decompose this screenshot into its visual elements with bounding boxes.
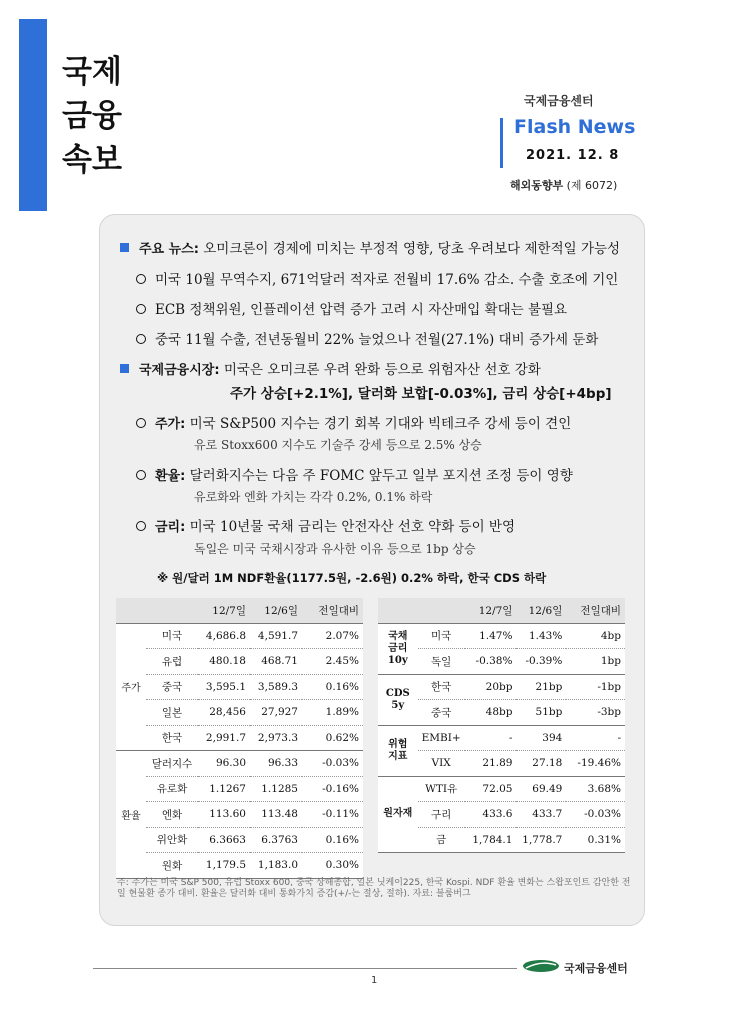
value-prev: 69.49	[516, 776, 566, 802]
col-header-today: 12/7일	[198, 598, 250, 623]
value-prev: 113.48	[250, 802, 302, 828]
main-news-line	[120, 237, 620, 257]
value-prev: 21bp	[516, 674, 566, 700]
table-row	[378, 674, 625, 700]
value-today: 1,784.1	[465, 827, 517, 853]
circle-bullet-icon	[136, 521, 146, 531]
market-table-right	[378, 598, 625, 853]
value-change: 3.68%	[566, 776, 625, 802]
rate-sub: 독일은 미국 국채시장과 유사한 이유 등으로 1bp 상승	[194, 542, 476, 556]
value-today: 28,456	[198, 700, 250, 726]
row-group-label: 주가	[121, 683, 141, 695]
header-blank	[116, 598, 146, 623]
row-name: 금	[418, 827, 465, 853]
market-text: 미국은 오미크론 우려 완화 등으로 위험자산 선호 강화	[223, 362, 541, 378]
value-change: -	[566, 725, 625, 751]
stock-text: 미국 S&P500 지수는 경기 회복 기대와 빅테크주 강세 등이 견인	[189, 416, 572, 432]
col-header-prev: 12/6일	[516, 598, 566, 623]
main-news-label: 주요 뉴스:	[139, 242, 199, 257]
value-change: 1.89%	[302, 700, 363, 726]
title-line-2: 금융	[62, 98, 122, 134]
page-number: 1	[371, 975, 378, 986]
value-change: 2.45%	[302, 649, 363, 675]
table-row	[116, 802, 363, 828]
org-name: 국제금융센터	[524, 94, 594, 108]
row-name: 독일	[418, 649, 465, 675]
row-group-label: 환율	[116, 751, 146, 879]
page-title	[62, 50, 122, 182]
table-row	[116, 649, 363, 675]
value-prev: 1,778.7	[516, 827, 566, 853]
col-header-change: 전일대비	[566, 598, 625, 623]
market-highlight: 주가 상승[+2.1%], 달러화 보합[-0.03%], 금리 상승[+4bp]	[230, 386, 612, 402]
kcif-logo-icon	[522, 959, 560, 973]
value-today: 48bp	[465, 700, 517, 726]
row-name: 일본	[146, 700, 198, 726]
footer-logo-text: 국제금융센터	[564, 962, 628, 975]
value-today: 21.89	[465, 751, 517, 777]
flash-news-title: Flash News	[514, 116, 636, 138]
value-change: -19.46%	[566, 751, 625, 777]
header-blank	[418, 598, 465, 623]
header-blank	[146, 598, 198, 623]
value-prev: 4,591.7	[257, 629, 298, 642]
circle-bullet-icon	[136, 334, 146, 344]
table-row	[116, 751, 363, 777]
row-name: 유럽	[146, 649, 198, 675]
value-today: 1,179.5	[198, 853, 250, 879]
title-line-3: 속보	[62, 142, 122, 178]
value-prev: 2,973.3	[250, 725, 302, 751]
market-table-left	[116, 598, 363, 879]
rate-text: 미국 10년물 국채 금리는 안전자산 선호 약화 등이 반영	[189, 519, 515, 535]
value-change: -0.16%	[302, 776, 363, 802]
table-row	[116, 827, 363, 853]
market-line	[120, 358, 541, 378]
ndf-note: ※ 원/달러 1M NDF환율(1177.5원, -2.6원) 0.2% 하락, 한국 CDS 하락	[157, 571, 547, 585]
issue-number: (제 6072)	[566, 179, 618, 192]
row-name: 유로화	[146, 776, 198, 802]
value-prev: 27.18	[516, 751, 566, 777]
issue-info	[510, 177, 617, 193]
table-row	[378, 776, 625, 802]
value-change: -1bp	[566, 674, 625, 700]
value-change: 0.31%	[566, 827, 625, 853]
footer-divider	[93, 968, 517, 969]
stock-item	[136, 412, 571, 432]
row-name: 위안화	[146, 827, 198, 853]
value-today: 20bp	[465, 674, 517, 700]
value-today: 1.1267	[198, 776, 250, 802]
fx-label: 환율:	[155, 469, 186, 484]
value-change: 0.30%	[302, 853, 363, 879]
circle-bullet-icon	[136, 470, 146, 480]
value-change: -3bp	[566, 700, 625, 726]
row-group-label: 국채 금리 10y	[387, 630, 408, 666]
rate-label: 금리:	[155, 520, 186, 535]
value-today: 1.47%	[479, 629, 513, 642]
table-row	[378, 623, 625, 649]
value-today: 4,686.8	[205, 629, 246, 642]
news-bullet-text: ECB 정책위원, 인플레이션 압력 증가 고려 시 자산매입 확대는 불필요	[155, 302, 568, 318]
fx-text: 달러화지수는 다음 주 FOMC 앞두고 일부 포지션 조정 등이 영향	[189, 468, 573, 484]
value-change: -0.03%	[566, 802, 625, 828]
row-name: 한국	[146, 725, 198, 751]
value-today: 96.30	[198, 751, 250, 777]
row-name: 미국	[161, 630, 183, 643]
footnote: 주: 주가는 미국 S&P 500, 유럽 Stoxx 600, 중국 상해종합, 일본 닛케이225, 한국 Kospi. NDF 환율 변화는 스왑포인트 감안한 전일 현물환 종가 대비. 환율은 달러화 대비 통화가치 증감(+/-는 절상, 절하). 자료: 블룸버그	[117, 878, 631, 899]
value-prev: 433.7	[516, 802, 566, 828]
row-name: 원화	[146, 853, 198, 879]
value-prev: 1.43%	[528, 629, 563, 642]
news-bullet-2	[136, 298, 567, 318]
value-today: 72.05	[465, 776, 517, 802]
row-name: 미국	[430, 630, 452, 643]
row-name: 중국	[418, 700, 465, 726]
col-header-today: 12/7일	[465, 598, 517, 623]
row-name: 한국	[418, 674, 465, 700]
row-group-label: 위험 지표	[378, 725, 418, 776]
row-name: 엔화	[146, 802, 198, 828]
table-row	[378, 725, 625, 751]
rate-item	[136, 515, 515, 535]
value-prev: 394	[516, 725, 566, 751]
value-prev: -0.39%	[516, 649, 566, 675]
footer-logo	[522, 957, 662, 977]
accent-bar	[19, 19, 47, 211]
table-row	[116, 776, 363, 802]
fx-sub: 유로화와 엔화 가치는 각각 0.2%, 0.1% 하락	[194, 490, 433, 504]
news-bullet-text: 중국 11월 수출, 전년동월비 22% 늘었으나 전월(27.1%) 대비 증가세 둔화	[155, 332, 599, 348]
bottom-rule-cell	[378, 853, 625, 854]
news-bullet-1	[136, 268, 618, 288]
row-name: EMBI+	[418, 725, 465, 751]
value-today: 113.60	[198, 802, 250, 828]
col-header-prev: 12/6일	[250, 598, 302, 623]
header-blank	[378, 598, 418, 623]
title-line-1: 국제	[62, 54, 122, 90]
circle-bullet-icon	[136, 304, 146, 314]
row-name: 중국	[146, 674, 198, 700]
row-name: WTI유	[418, 776, 465, 802]
market-label: 국제금융시장:	[139, 363, 220, 378]
row-group-label: 원자재	[378, 776, 418, 853]
circle-bullet-icon	[136, 274, 146, 284]
row-group-label: CDS 5y	[378, 674, 418, 725]
value-prev: 1.1285	[250, 776, 302, 802]
value-prev: 1,183.0	[250, 853, 302, 879]
table-row	[116, 623, 363, 649]
stock-label: 주가:	[155, 417, 186, 432]
table-bottom-rule	[378, 853, 625, 854]
table-row	[116, 700, 363, 726]
blue-square-bullet-icon	[120, 364, 129, 373]
value-prev: 96.33	[250, 751, 302, 777]
value-change: 4bp	[600, 629, 621, 642]
fx-item	[136, 464, 573, 484]
value-today: 6.3663	[198, 827, 250, 853]
table-header-row	[378, 598, 625, 623]
row-name: VIX	[418, 751, 465, 777]
value-prev: 3,589.3	[250, 674, 302, 700]
value-today: 480.18	[198, 649, 250, 675]
value-today: -	[465, 725, 517, 751]
col-header-change: 전일대비	[302, 598, 363, 623]
value-prev: 6.3763	[250, 827, 302, 853]
row-name: 달러지수	[146, 751, 198, 777]
value-prev: 468.71	[250, 649, 302, 675]
value-change: -0.03%	[302, 751, 363, 777]
table-header-row	[116, 598, 363, 623]
value-change: 2.07%	[325, 629, 359, 642]
news-bullet-text: 미국 10월 무역수지, 671억달러 적자로 전월비 17.6% 감소. 수출 호조에 기인	[155, 272, 619, 288]
report-date: 2021. 12. 8	[526, 148, 620, 163]
value-prev: 27,927	[250, 700, 302, 726]
value-today: 2,991.7	[198, 725, 250, 751]
value-today: 3,595.1	[198, 674, 250, 700]
value-change: 0.16%	[302, 674, 363, 700]
value-change: -0.11%	[302, 802, 363, 828]
value-change: 1bp	[566, 649, 625, 675]
stock-sub: 유로 Stoxx600 지수도 기술주 강세 등으로 2.5% 상승	[194, 438, 482, 452]
value-change: 0.62%	[302, 725, 363, 751]
dept-name: 해외동향부	[510, 179, 564, 192]
table-row	[116, 674, 363, 700]
circle-bullet-icon	[136, 418, 146, 428]
row-name: 구리	[418, 802, 465, 828]
value-prev: 51bp	[516, 700, 566, 726]
value-change: 0.16%	[302, 827, 363, 853]
main-news-text: 오미크론이 경제에 미치는 부정적 영향, 당초 우려보다 제한적일 가능성	[203, 241, 621, 257]
value-today: 433.6	[465, 802, 517, 828]
header-divider	[500, 118, 503, 168]
table-row	[116, 725, 363, 751]
value-today: -0.38%	[465, 649, 517, 675]
blue-square-bullet-icon	[120, 243, 129, 252]
news-bullet-3	[136, 328, 598, 348]
table-row	[116, 853, 363, 879]
